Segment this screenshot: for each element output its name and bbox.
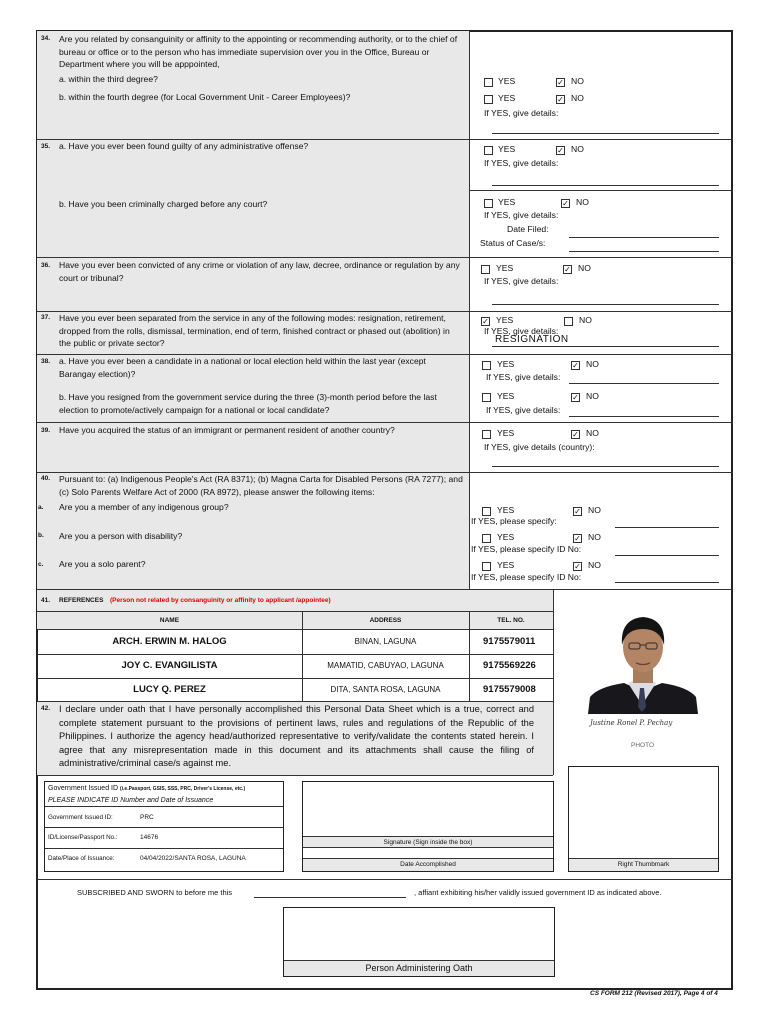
q34-number: 34. [41, 35, 51, 42]
q34a-yes-checkbox[interactable] [484, 78, 493, 87]
applicant-photo [584, 607, 702, 714]
q38b-details-line[interactable] [569, 416, 719, 417]
q38b-no-checkbox[interactable]: ✓ [572, 393, 579, 402]
govid-no-label: ID/License/Passport No.: [48, 834, 118, 841]
no-label: NO [578, 263, 591, 273]
yes-label: YES [497, 532, 515, 542]
q40b-yes-checkbox[interactable] [482, 534, 491, 543]
q38a-yes-checkbox[interactable] [482, 361, 491, 370]
if-yes-label: If YES, give details: [484, 326, 559, 336]
yes-label: YES [498, 76, 516, 86]
no-label: NO [586, 359, 599, 369]
divider-line [37, 611, 553, 612]
yes-label: YES [498, 197, 516, 207]
date-accomplished-label: Date Accomplished [400, 861, 456, 868]
date-filed-label: Date Filed: [507, 224, 549, 234]
no-label: NO [588, 505, 601, 515]
divider-line [37, 422, 733, 423]
q40c-specify-line[interactable] [615, 582, 719, 583]
q38a-details-line[interactable] [569, 383, 719, 384]
q35-number: 35. [41, 143, 51, 150]
ref-address: MAMATID, CABUYAO, LAGUNA [327, 661, 444, 670]
yes-label: YES [496, 315, 514, 325]
q35a-text: a. Have you ever been found guilty of any administrative offense? [59, 141, 309, 151]
divider-line [37, 678, 553, 679]
q38a-text: a. Have you ever been a candidate in a national or local election held within the last year (except Barangay election)? [59, 356, 426, 379]
q39-details-label: If YES, give details (country): [484, 442, 595, 452]
divider-line [469, 190, 733, 191]
q40c-yes-checkbox[interactable] [482, 562, 491, 571]
ref-address: BINAN, LAGUNA [354, 637, 417, 646]
govid-id-value[interactable]: PRC [140, 814, 154, 821]
ref-col-tel: TEL. NO. [497, 617, 525, 624]
q42-declaration: I declare under oath that I have personally accomplished this Personal Data Sheet which is a true, correct and complete statement pursuant to the provisions of pertinent laws, rules and regulations of the Republic of the Philippines. I authorize the agency head/authorized representative to verify/validate the contents stated herein. I agree that any misrepresentation made in this document and its attachments shall cause the filing of administrative/criminal case/s against me. [59, 704, 534, 768]
ref-col-address: ADDRESS [369, 617, 402, 624]
q35a-details-line[interactable] [492, 185, 719, 186]
if-yes-label: If YES, give details: [484, 158, 559, 168]
signature-label: Signature (Sign inside the box) [383, 839, 473, 846]
q37-no-checkbox[interactable] [564, 317, 573, 326]
q36-no-checkbox[interactable]: ✓ [564, 265, 571, 274]
q34a-text: a. within the third degree? [59, 74, 158, 84]
q37-text: Have you ever been separated from the service in any of the following modes: resignation, retirement, dropped from the rolls, dismissal, termination, end of term, finished contract or phased out (abolition) in the public or private sector? [59, 313, 450, 348]
sworn-text-before: SUBSCRIBED AND SWORN to before me this [77, 888, 233, 897]
q39-yes-checkbox[interactable] [482, 430, 491, 439]
case-status-line[interactable] [569, 251, 719, 252]
thumbmark-box[interactable] [568, 766, 719, 872]
q35b-yes-checkbox[interactable] [484, 199, 493, 208]
govid-no-value[interactable]: 14676 [140, 834, 159, 841]
photo-column-divider [553, 589, 554, 775]
photo-label: PHOTO [631, 742, 654, 749]
no-label: NO [588, 560, 601, 570]
form-footer: CS FORM 212 (Revised 2017), Page 4 of 4 [590, 990, 718, 997]
q40-text: Pursuant to: (a) Indigenous People's Act (RA 8371); (b) Magna Carta for Disabled Persons (RA 7277); and (c) Solo Parents Welfare Act of 2000 (RA 8972), please answer the following items: [59, 474, 463, 497]
divider-line [45, 806, 283, 807]
q39-text: Have you acquired the status of an immigrant or permanent resident of another country? [59, 425, 395, 435]
if-yes-label: If YES, give details: [484, 276, 559, 286]
divider-line [37, 589, 733, 590]
photo-signature: Justine Ronel P. Pechay [590, 719, 673, 727]
ref-col-name: NAME [159, 617, 180, 624]
q40c-specify-label: If YES, please specify ID No: [471, 572, 582, 582]
q37-details-line[interactable] [492, 346, 719, 347]
case-status-label: Status of Case/s: [480, 238, 546, 248]
q41-number: 41. [41, 597, 51, 604]
no-label: NO [588, 532, 601, 542]
no-label: NO [586, 391, 599, 401]
ref-name: LUCY Q. PEREZ [133, 684, 206, 695]
q39-no-checkbox[interactable]: ✓ [572, 430, 579, 439]
if-yes-label: If YES, give details: [486, 405, 561, 415]
yes-label: YES [496, 263, 514, 273]
q38a-no-checkbox[interactable]: ✓ [572, 361, 579, 370]
q40b-text: Are you a person with disability? [59, 531, 183, 541]
q38b-text: b. Have you resigned from the government service during the three (3)-month period before the last election to promote/actively campaign for a national or local candidate? [59, 392, 437, 415]
govid-date-value[interactable]: 04/04/2022/SANTA ROSA, LAGUNA [140, 855, 246, 862]
q38-number: 38. [41, 358, 51, 365]
yes-label: YES [497, 428, 515, 438]
q40a-yes-checkbox[interactable] [482, 507, 491, 516]
q35a-yes-checkbox[interactable] [484, 146, 493, 155]
divider-line [45, 827, 283, 828]
govid-subtitle: PLEASE INDICATE ID Number and Date of Issuance [48, 797, 214, 804]
q40c-no-checkbox[interactable]: ✓ [574, 562, 581, 571]
govid-date-label: Date/Place of Issuance: [48, 855, 115, 862]
sworn-date-line[interactable] [254, 897, 406, 898]
divider-line [37, 654, 553, 655]
yes-label: YES [497, 505, 515, 515]
q40c-text: Are you a solo parent? [59, 559, 146, 569]
yes-label: YES [498, 144, 516, 154]
if-yes-label: If YES, give details: [486, 372, 561, 382]
q36-number: 36. [41, 262, 51, 269]
q40b-no-checkbox[interactable]: ✓ [574, 534, 581, 543]
yes-label: YES [497, 359, 515, 369]
q40b-letter: b. [38, 532, 44, 539]
q40c-letter: c. [38, 561, 44, 568]
divider-line [37, 629, 553, 630]
q41-note: (Person not related by consanguinity or affinity to applicant /appointee) [110, 597, 331, 604]
ref-name: ARCH. ERWIN M. HALOG [112, 636, 227, 647]
if-yes-label: If YES, give details: [484, 108, 559, 118]
q34b-text: b. within the fourth degree (for Local Government Unit - Career Employees)? [59, 92, 351, 102]
q39-number: 39. [41, 427, 51, 434]
govid-id-label: Government Issued ID: [48, 814, 113, 821]
q35b-text: b. Have you been criminally charged before any court? [59, 199, 268, 209]
q36-text: Have you ever been convicted of any crime or violation of any law, decree, ordinance or regulation by any court or tribunal? [59, 260, 460, 283]
q34-details-line[interactable] [492, 133, 719, 134]
ref-name: JOY C. EVANGILISTA [121, 660, 218, 671]
divider-line [45, 848, 283, 849]
no-label: NO [571, 93, 584, 103]
q34a-no-checkbox[interactable]: ✓ [557, 78, 564, 87]
no-label: NO [576, 197, 589, 207]
q40a-letter: a. [38, 504, 44, 511]
divider-line [37, 257, 733, 258]
q40a-specify-line[interactable] [615, 527, 719, 528]
thumbmark-label: Right Thumbmark [617, 861, 670, 868]
divider-line [37, 701, 553, 702]
q38b-yes-checkbox[interactable] [482, 393, 491, 402]
no-label: NO [586, 428, 599, 438]
ref-tel: 9175569226 [483, 660, 536, 671]
q37-answer[interactable]: RESIGNATION [495, 334, 569, 345]
q37-number: 37. [41, 314, 51, 321]
ref-tel: 9175579008 [483, 684, 536, 695]
date-filed-line[interactable] [569, 237, 719, 238]
divider-line [37, 775, 553, 776]
yes-label: YES [497, 560, 515, 570]
q36-details-line[interactable] [492, 304, 719, 305]
sworn-text-after: , affiant exhibiting his/her validly issued government ID as indicated above. [414, 888, 662, 897]
q34b-yes-checkbox[interactable] [484, 95, 493, 104]
answer-column-divider [469, 31, 470, 589]
q42-number: 42. [41, 705, 51, 712]
q40a-text: Are you a member of any indigenous group? [59, 502, 229, 512]
q40a-no-checkbox[interactable]: ✓ [574, 507, 581, 516]
q36-yes-checkbox[interactable] [481, 265, 490, 274]
no-label: NO [579, 315, 592, 325]
q34b-no-checkbox[interactable]: ✓ [557, 95, 564, 104]
q40-number: 40. [41, 475, 51, 482]
ref-tel: 9175579011 [483, 636, 536, 647]
oath-label: Person Administering Oath [365, 963, 473, 973]
ref-address: DITA, SANTA ROSA, LAGUNA [330, 685, 441, 694]
q40a-specify-label: If YES, please specify: [471, 516, 557, 526]
ref-col-divider [469, 611, 470, 701]
yes-label: YES [498, 93, 516, 103]
no-label: NO [571, 76, 584, 86]
q37-yes-checkbox[interactable]: ✓ [482, 317, 489, 326]
q41-title: REFERENCES [59, 597, 104, 604]
no-label: NO [571, 144, 584, 154]
q39-details-line[interactable] [492, 466, 719, 467]
q40b-specify-line[interactable] [615, 555, 719, 556]
divider-line [37, 879, 733, 880]
yes-label: YES [497, 391, 515, 401]
govid-title: Government Issued ID (i.e.Passport, GSIS, SSS, PRC, Driver's License, etc.) [48, 785, 246, 792]
q35b-no-checkbox[interactable]: ✓ [562, 199, 569, 208]
q35a-no-checkbox[interactable]: ✓ [557, 146, 564, 155]
q40b-specify-label: If YES, please specify ID No: [471, 544, 582, 554]
q34-text: Are you related by consanguinity or affinity to the appointing or recommending authority, or to the chief of bureau or office or to the person who has immediate supervision over you in the Office, Bureau or Department where you will be apppointed, [59, 34, 458, 69]
if-yes-label: If YES, give details: [484, 210, 559, 220]
